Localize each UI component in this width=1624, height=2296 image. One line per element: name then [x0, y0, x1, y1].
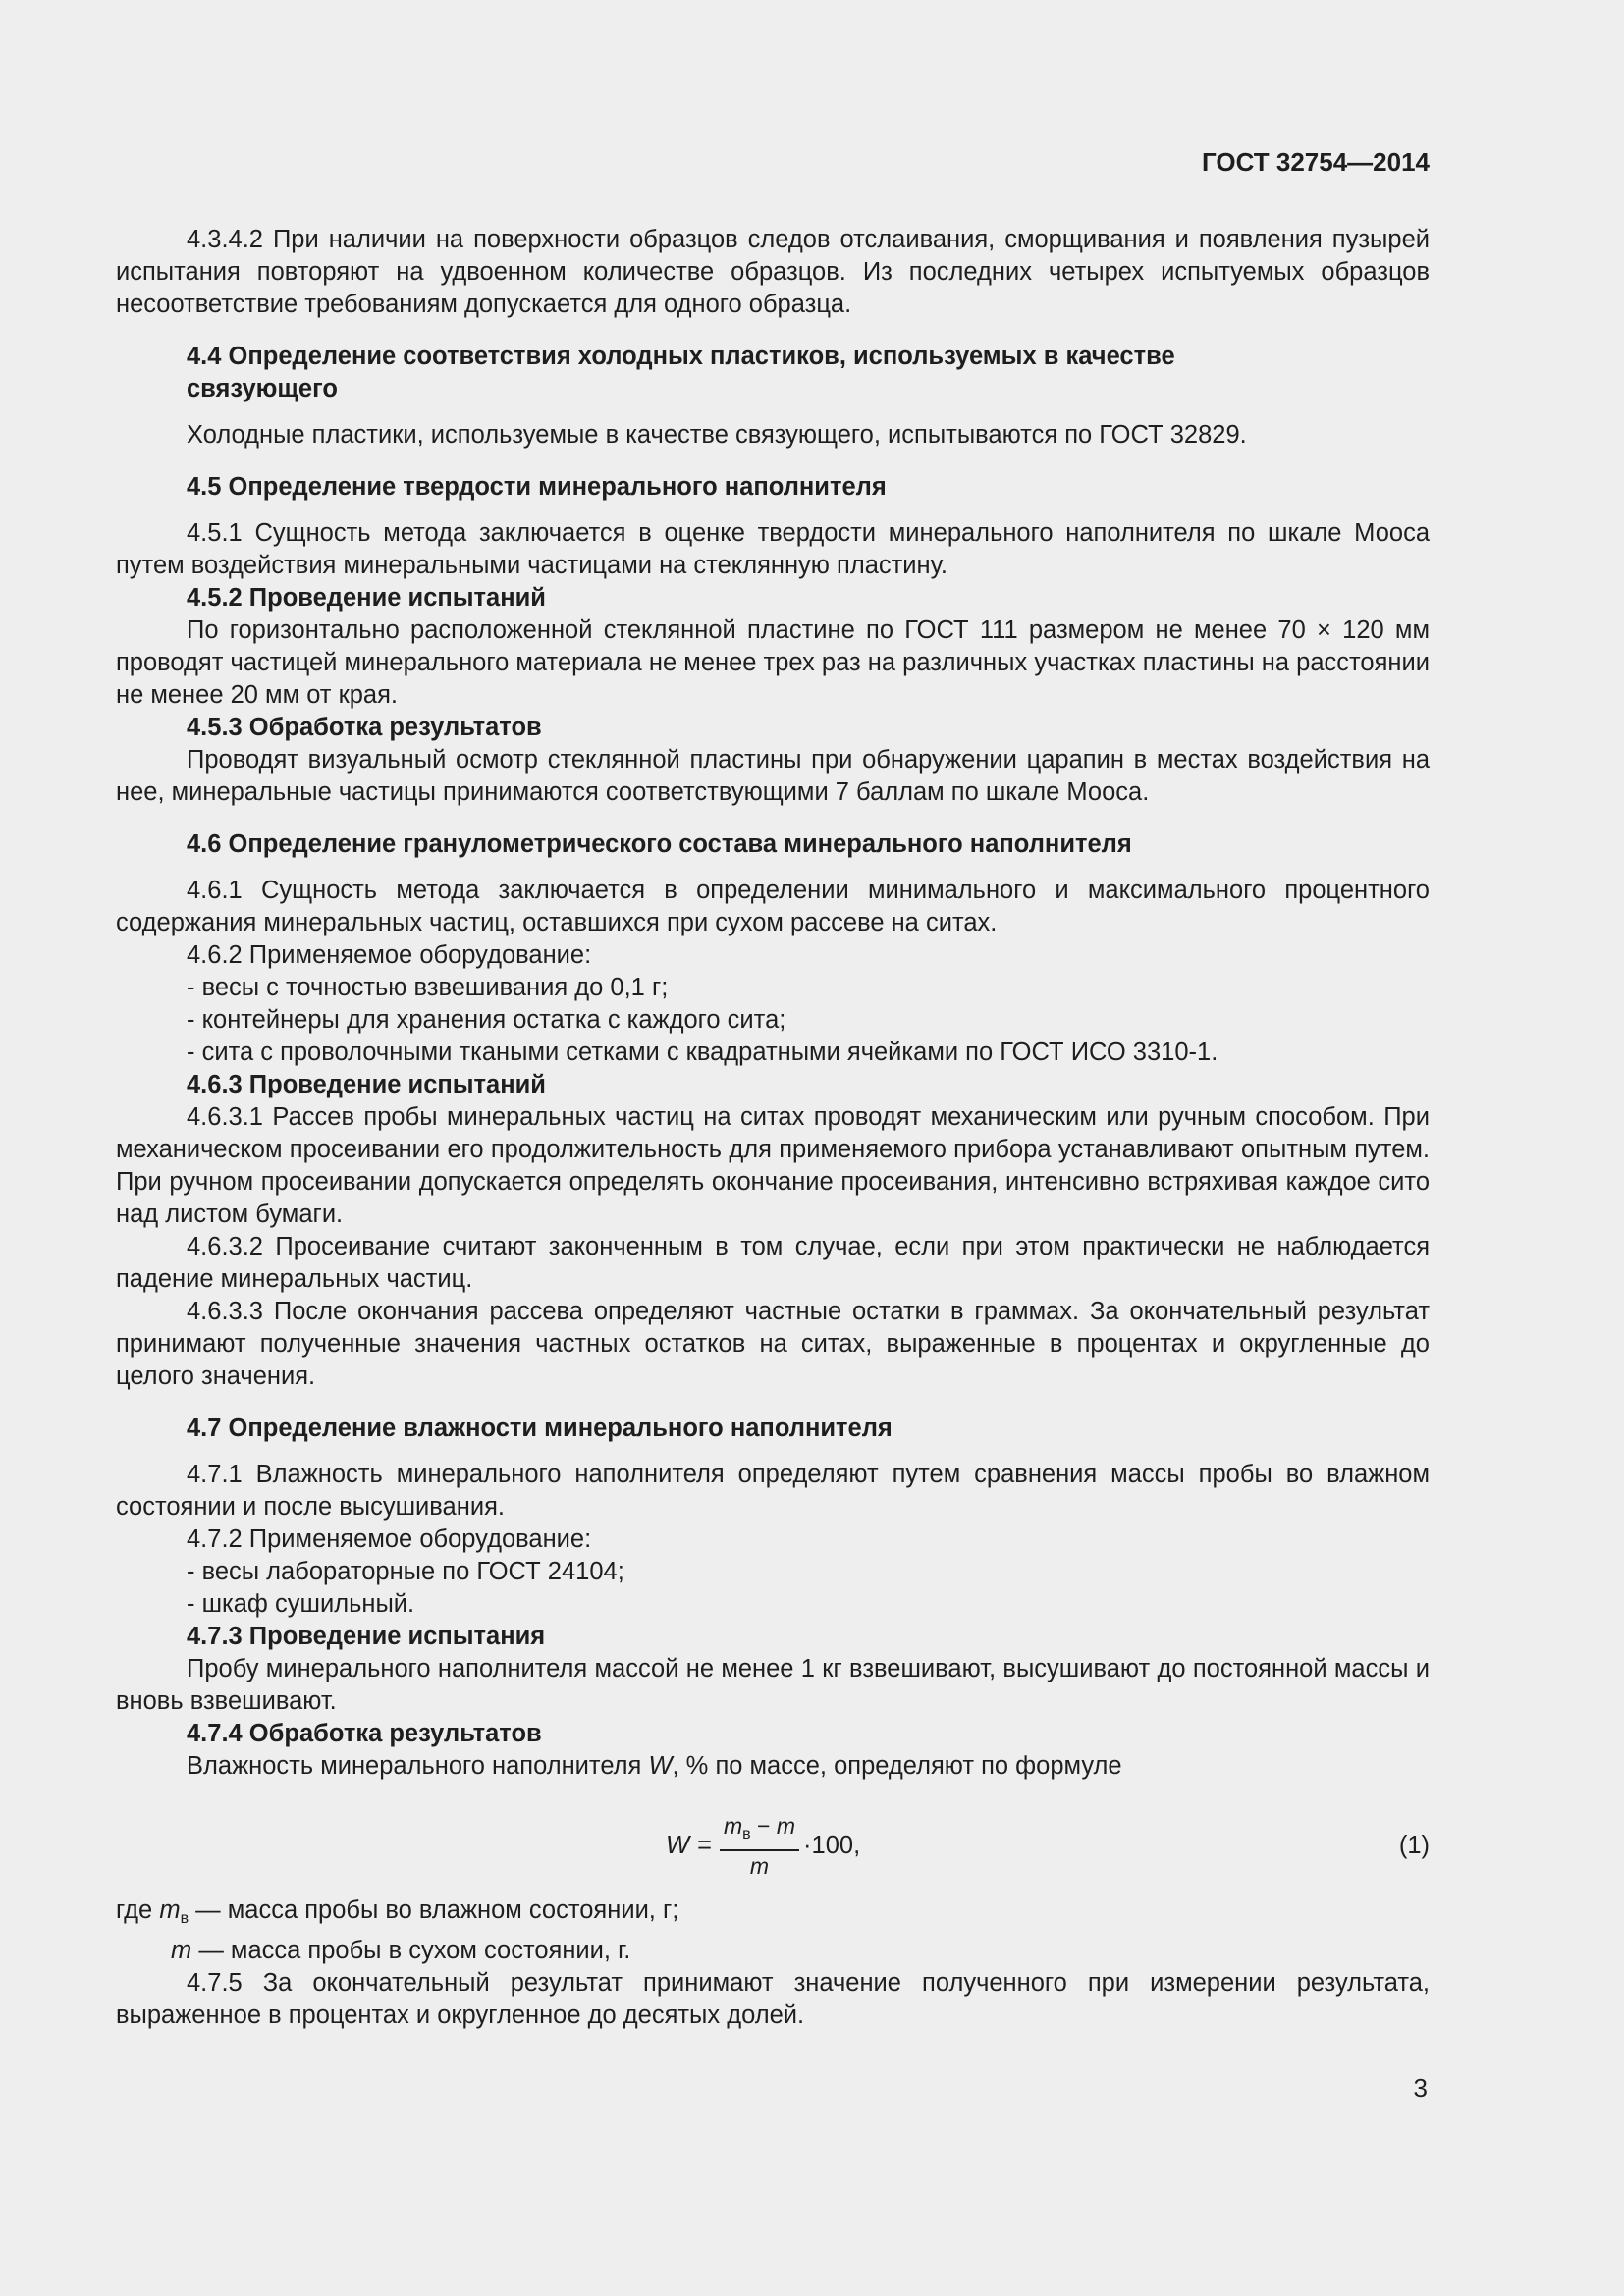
paragraph-4-7-3: Пробу минерального наполнителя массой не менее 1 кг взвешивают, высушивают до постоянной массы и вновь взвешивают.	[116, 1655, 1430, 1715]
section-heading-4-4-cont: связующего	[187, 375, 338, 402]
section-heading-4-7: 4.7 Определение влажности минерального наполнителя	[187, 1415, 893, 1442]
paragraph-4-6-3-2: 4.6.3.2 Просеивание считают законченным в том случае, если при этом практически не наблюдается падение минеральных частиц.	[116, 1233, 1430, 1293]
document-body	[116, 224, 1430, 2032]
variable-subscript: в	[180, 1910, 189, 1927]
document-header: ГОСТ 32754—2014	[1202, 147, 1430, 177]
subsection-heading-4-7-4: 4.7.4 Обработка результатов	[187, 1720, 542, 1747]
formula-equals: =	[697, 1831, 712, 1859]
where-label: где	[116, 1896, 160, 1924]
where-line-1	[116, 1895, 1430, 1935]
subsection-heading-4-5-2: 4.5.2 Проведение испытаний	[187, 584, 546, 612]
paragraph-4-4: Холодные пластики, используемые в качестве связующего, испытываются по ГОСТ 32829.	[187, 421, 1247, 449]
paragraph-4-5-3: Проводят визуальный осмотр стеклянной пластины при обнаружении царапин в местах воздействия на нее, минеральные частицы принимаются соответствующими 7 баллам по шкале Мооса.	[116, 746, 1430, 806]
formula-tail: ·100,	[803, 1831, 861, 1859]
paragraph-4-6-2: 4.6.2 Применяемое оборудование:	[187, 941, 592, 969]
subsection-heading-4-6-3: 4.6.3 Проведение испытаний	[187, 1071, 546, 1098]
where-line-2	[116, 1935, 1430, 1967]
list-item: - весы лабораторные по ГОСТ 24104;	[187, 1558, 624, 1585]
paragraph-text: , % по массе, определяют по формуле	[672, 1752, 1122, 1780]
formula-fraction	[720, 1811, 799, 1881]
paragraph-4-7-1: 4.7.1 Влажность минерального наполнителя определяют путем сравнения массы пробы во влажном состоянии и после высушивания.	[116, 1461, 1430, 1521]
formula-number: (1)	[1398, 1831, 1430, 1859]
section-heading-4-4: 4.4 Определение соответствия холодных пластиков, используемых в качестве	[187, 343, 1175, 370]
where-definition: — масса пробы во влажном состоянии, г;	[189, 1896, 679, 1924]
section-heading-4-6: 4.6 Определение гранулометрического состава минерального наполнителя	[187, 830, 1132, 858]
paragraph-4-5-2: По горизонтально расположенной стеклянной пластине по ГОСТ 111 размером не менее 70 × 120 мм проводят частицей минерального материала не менее трех раз на различных участках пластины на расстоянии не менее 20 мм от края.	[116, 616, 1430, 709]
paragraph-text: Влажность минерального наполнителя	[187, 1752, 649, 1780]
list-item: - шкаф сушильный.	[187, 1590, 415, 1618]
paragraph-4-7-2: 4.7.2 Применяемое оборудование:	[187, 1525, 592, 1553]
section-heading-4-5: 4.5 Определение твердости минерального наполнителя	[187, 473, 887, 501]
list-item: - контейнеры для хранения остатка с каждого сита;	[187, 1006, 786, 1034]
list-item: - сита с проволочными ткаными сетками с квадратными ячейками по ГОСТ ИСО 3310-1.	[187, 1039, 1218, 1066]
numerator-operator: −	[750, 1812, 777, 1839]
variable-w: W	[648, 1752, 673, 1780]
paragraph-4-7-5: 4.7.5 За окончательный результат принимают значение полученного при измерении результата, выраженное в процентах и округленное до десятых долей.	[116, 1969, 1430, 2029]
formula-expression	[666, 1802, 860, 1889]
paragraph-4-3-4-2: 4.3.4.2 При наличии на поверхности образцов следов отслаивания, сморщивания и появления пузырей испытания повторяют на удвоенном количестве образцов. Из последних четырех испытуемых образцов несоответствие требованиям допускается для одного образца.	[116, 226, 1430, 318]
page-number: 3	[1413, 2073, 1428, 2103]
list-item: - весы с точностью взвешивания до 0,1 г;	[187, 974, 669, 1001]
subsection-heading-4-5-3: 4.5.3 Обработка результатов	[187, 714, 542, 741]
variable-m: m	[159, 1896, 181, 1924]
paragraph-4-6-3-3: 4.6.3.3 После окончания рассева определяют частные остатки в граммах. За окончательный результат принимают полученные значения частных остатков на ситах, выраженные в процентах и округленные до целого значения.	[116, 1298, 1430, 1390]
numerator-var: m	[776, 1812, 796, 1839]
formula-lhs: W	[666, 1831, 690, 1859]
paragraph-4-6-3-1: 4.6.3.1 Рассев пробы минеральных частиц на ситах проводят механическим или ручным способом. При механическом просеивании его продолжительность для применяемого прибора устанавливают опытным путем. При ручном просеивании допускается определять окончание просеивания, интенсивно встряхивая каждое сито над листом бумаги.	[116, 1103, 1430, 1228]
paragraph-4-7-4	[116, 1750, 1430, 1783]
formula-numerator	[720, 1811, 799, 1849]
paragraph-4-6-1: 4.6.1 Сущность метода заключается в определении минимального и максимального процентного содержания минеральных частиц, оставшихся при сухом рассеве на ситах.	[116, 877, 1430, 936]
numerator-subscript: в	[742, 1825, 751, 1842]
paragraph-4-5-1: 4.5.1 Сущность метода заключается в оценке твердости минерального наполнителя по шкале Мооса путем воздействия минеральными частицами на стеклянную пластину.	[116, 519, 1430, 579]
subsection-heading-4-7-3: 4.7.3 Проведение испытания	[187, 1623, 546, 1650]
numerator-var: m	[723, 1812, 743, 1839]
where-definition: — масса пробы в сухом состоянии, г.	[191, 1937, 631, 1964]
formula-denominator: m	[749, 1852, 770, 1879]
formula-1	[116, 1802, 1430, 1889]
variable-m: m	[171, 1937, 192, 1964]
